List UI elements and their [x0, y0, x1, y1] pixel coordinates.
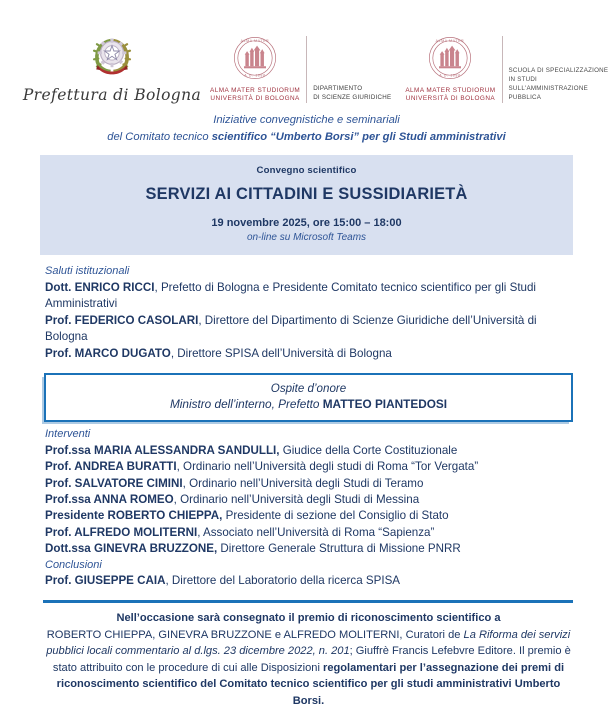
speaker-role: , Direttore del Dipartimento di Scienze Giuridiche dell’Università di Bologna [45, 313, 537, 344]
svg-text:ALMA MATER: ALMA MATER [436, 38, 465, 43]
unibo-seal-icon [428, 36, 472, 85]
series-kicker [0, 108, 613, 155]
speaker-entry [45, 280, 579, 313]
svg-text:ALMA MATER: ALMA MATER [240, 38, 270, 43]
kicker-line-2 [30, 129, 583, 146]
spisa-caption-line4: PUBBLICA [508, 94, 542, 102]
speaker-role: , Direttore del Laboratorio della ricerca SPISA [165, 574, 401, 588]
speaker-entry [45, 476, 579, 492]
logo-divider [306, 36, 307, 103]
dipartimento-caption-line2: DI SCIENZE GIURIDICHE [313, 94, 392, 102]
guest-of-honour-label: Ospite d’onore [270, 382, 347, 396]
unibo-dipartimento-logo [210, 36, 391, 104]
speaker-name: Prof. FEDERICO CASOLARI [45, 313, 199, 327]
speaker-name: Prof.ssa MARIA ALESSANDRA SANDULLI, [45, 443, 280, 457]
greetings-section [0, 255, 613, 362]
award-note-book-title: La Riforma dei servizi pubblici locali commentario al d.lgs. 23 dicembre 2022, n. 201 [46, 628, 571, 658]
speaker-role: Direttore Generale Struttura di Missione PNRR [217, 542, 461, 556]
speaker-role: , Ordinario nell’Università degli Studi di Messina [173, 493, 420, 506]
speaker-name: Prof. ALFREDO MOLITERNI [45, 525, 198, 539]
speaker-entry [45, 459, 579, 475]
guest-role: Ministro dell’interno, Prefetto [169, 397, 323, 412]
svg-text:A.D. 1088: A.D. 1088 [439, 73, 462, 78]
kicker-line-1: Iniziative convegnistiche e seminariali [213, 114, 400, 126]
svg-text:A.D. 1088: A.D. 1088 [244, 73, 266, 78]
speaker-name: Prof.ssa ANNA ROMEO [45, 493, 174, 506]
conclusions-label: Conclusioni [45, 558, 102, 571]
guest-of-honour-entry [56, 397, 561, 411]
speaker-role: , Associato nell’Università di Roma “Sapienza” [197, 525, 435, 539]
unibo-wordmark-line2: UNIVERSITÀ DI BOLOGNA [405, 95, 496, 103]
event-datetime: 19 novembre 2025, ore 15:00 – 18:00 [211, 217, 402, 230]
talks-section [0, 422, 613, 590]
speaker-entry [45, 573, 579, 589]
award-note-part-a: ROBERTO CHIEPPA, GINEVRA BRUZZONE e ALFREDO MOLITERNI, Curatori de [46, 628, 464, 641]
speaker-role: , Ordinario nell’Università degli studi di Roma “Tor Vergata” [176, 460, 479, 474]
speaker-name: Prof. MARCO DUGATO [45, 346, 171, 360]
speaker-role: , Direttore SPISA dell’Università di Bologna [170, 346, 392, 360]
speaker-entry [45, 508, 579, 524]
event-location: on-line su Microsoft Teams [246, 232, 367, 244]
unibo-seal-icon [233, 36, 277, 85]
title-band [40, 155, 573, 255]
award-note-headline: Nell’occasione sarà consegnato il premio di riconoscimento scientifico a [116, 611, 501, 624]
speaker-name: Presidente ROBERTO CHIEPPA, [45, 509, 223, 523]
greetings-label: Saluti istituzionali [45, 265, 130, 278]
unibo-wordmark-line1: ALMA MATER STUDIORUM [405, 86, 496, 94]
logo-strip [0, 0, 613, 108]
speaker-name: Prof. SALVATORE CIMINI [45, 476, 183, 490]
speaker-role: , Prefetto di Bologna e Presidente Comitato tecnico scientifico per gli Studi Amministrativi [45, 280, 537, 311]
event-type-label: Convegno scientifico [256, 165, 357, 177]
page-title: SERVIZI AI CITTADINI E SUSSIDIARIETÀ [145, 185, 468, 204]
award-note-part-c: ; Giuffrè Francis Lefebvre Editore. Il premio è stato attribuito con le procedure di cui alle Disposizioni [52, 645, 571, 674]
kicker-line-2-emphasis: scientifico “Umberto Borsi” per gli Studi amministrativi [211, 130, 506, 143]
logo-divider [502, 36, 503, 103]
prefettura-caption: Prefettura di Bologna [22, 86, 202, 104]
speaker-entry [45, 313, 579, 346]
speaker-name: Prof. GIUSEPPE CAIA [45, 574, 166, 588]
speaker-name: Dott. ENRICO RICCI [45, 280, 155, 294]
spisa-caption-line1: SCUOLA DI SPECIALIZZAZIONE [508, 67, 609, 75]
unibo-wordmark-line1: ALMA MATER STUDIORUM [210, 86, 301, 94]
italian-republic-emblem-icon [89, 32, 135, 83]
prefettura-logo [14, 32, 210, 104]
speaker-name: Prof. ANDREA BURATTI [45, 460, 177, 474]
spisa-caption-line3: SULL'AMMINISTRAZIONE [508, 85, 588, 93]
dipartimento-caption-line1: DIPARTIMENTO [313, 85, 363, 93]
kicker-line-2-prefix: del Comitato tecnico [107, 130, 212, 143]
unibo-spisa-logo [391, 36, 608, 104]
speaker-entry [45, 492, 579, 508]
unibo-wordmark-line2: UNIVERSITÀ DI BOLOGNA [210, 95, 300, 103]
guest-of-honour-box [44, 373, 573, 422]
talks-label: Interventi [45, 428, 91, 441]
speaker-entry [45, 541, 579, 557]
speaker-entry [45, 346, 579, 362]
speaker-name: Dott.ssa GINEVRA BRUZZONE, [45, 542, 218, 556]
award-note-part-d: regolamentari per l’assegnazione dei premi di riconoscimento scientifico del Comitato tecnico scientifico per gli studi amministrativi Umberto Borsi. [56, 661, 565, 708]
speaker-role: , Ordinario nell’Università degli Studi di Teramo [182, 476, 424, 490]
speaker-entry [45, 443, 579, 459]
speaker-entry [45, 525, 579, 541]
spisa-caption-line2: IN STUDI [508, 76, 538, 84]
award-note [0, 603, 613, 710]
speaker-role: Giudice della Corte Costituzionale [279, 443, 458, 457]
speaker-role: Presidente di sezione del Consiglio di Stato [222, 509, 449, 523]
guest-name: MATTEO PIANTEDOSI [322, 397, 448, 412]
